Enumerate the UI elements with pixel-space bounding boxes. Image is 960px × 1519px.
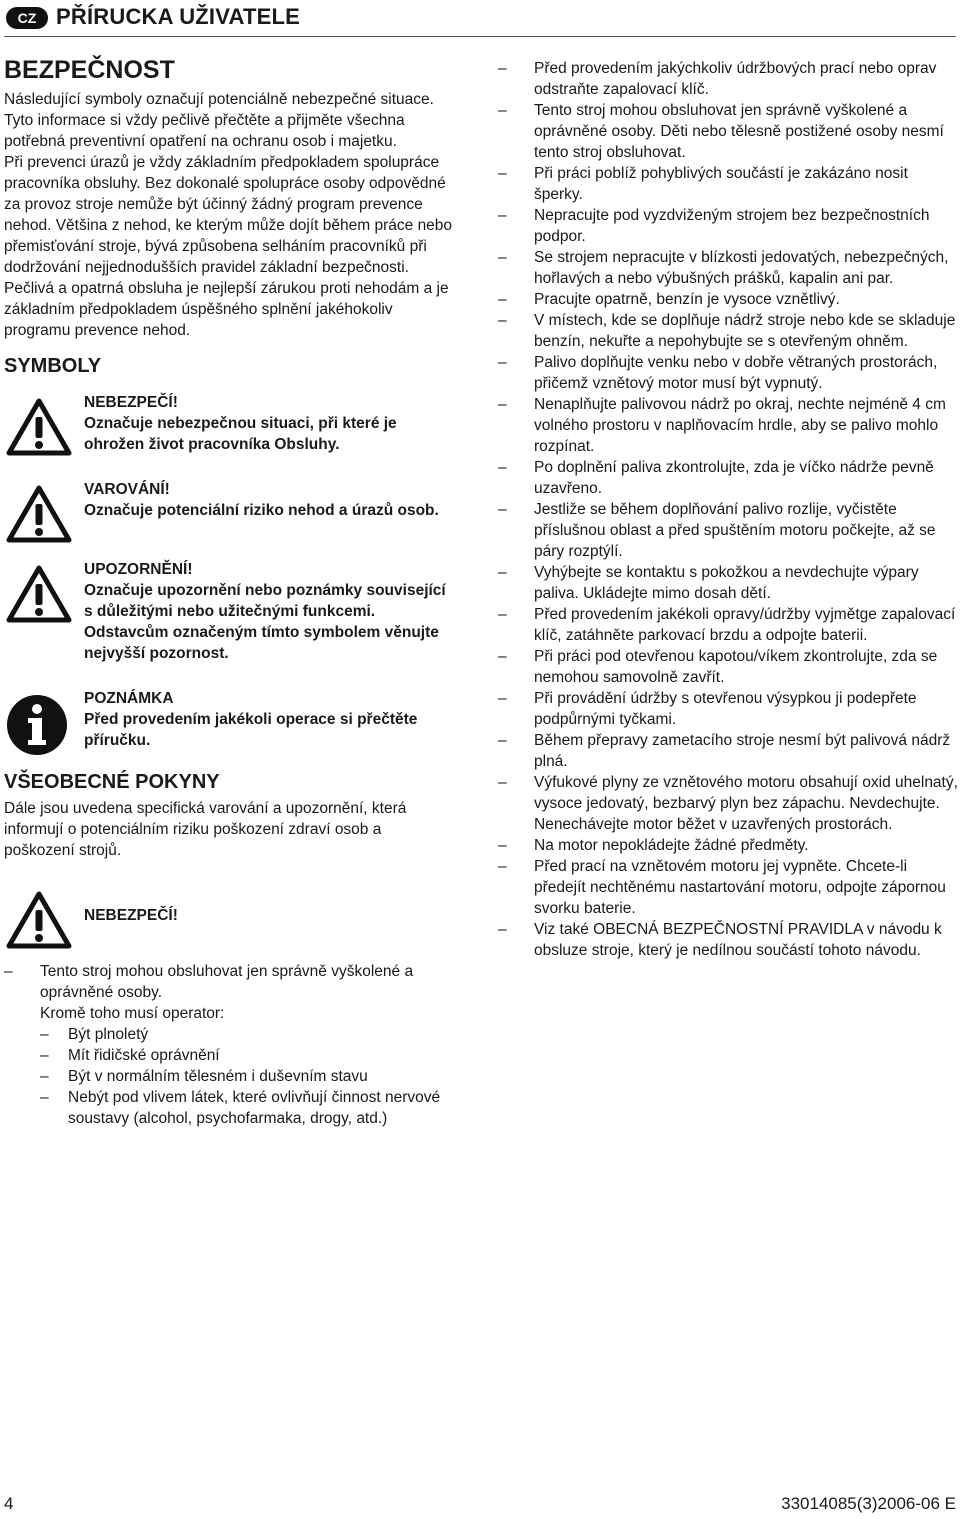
symbol-text: Před provedením jakékoli operace si přečtěte příručku.	[84, 711, 418, 749]
symbol-warning	[4, 479, 456, 535]
list-item: – Na motor nepokládejte žádné předměty.	[498, 835, 958, 856]
symbol-title: VAROVÁNÍ!	[84, 481, 170, 498]
list-item-text: Tento stroj mohou obsluhovat jen správně vyškolené a oprávněné osoby.	[40, 963, 414, 1001]
list-item: – Vyhýbejte se kontaktu s pokožkou a nevdechujte výpary paliva. Ukládejte mimo dosah dětí.	[498, 562, 958, 604]
warning-triangle-icon	[6, 398, 72, 461]
symbol-note	[4, 688, 456, 751]
danger-label: NEBEZPEČÍ!	[84, 907, 178, 924]
list-item: – Jestliže se během doplňování palivo rozlije, vyčistěte příslušnou oblast a před spuštěním motoru počkejte, až se páry rozptýlí.	[498, 499, 958, 562]
page-header	[4, 2, 956, 37]
list-item: – Viz také OBECNÁ BEZPEČNOSTNÍ PRAVIDLA v návodu k obsluze stroje, který je nedílnou součástí tohoto návodu.	[498, 919, 958, 961]
list-item-subintro: Kromě toho musí operator:	[40, 1005, 225, 1022]
list-item: – Před prací na vznětovém motoru jej vypněte. Chcete-li předejít nechtěnému nastartování motoru, odpojte zápornou svorku baterie.	[498, 856, 958, 919]
info-circle-icon	[6, 694, 68, 761]
symbol-text: Označuje potenciální riziko nehod a úrazů osob.	[84, 502, 439, 519]
document-number: 33014085(3)2006-06 E	[781, 1494, 956, 1513]
symbol-title: POZNÁMKA	[84, 690, 174, 707]
general-heading: VŠEOBECNÉ POKYNY	[4, 771, 220, 793]
general-list	[4, 961, 456, 1129]
warning-triangle-icon	[6, 485, 72, 548]
list-item	[4, 961, 456, 1129]
sub-list-item: – Mít řidičské oprávnění	[40, 1045, 456, 1066]
header-title: PŘÍRUCKA UŽIVATELE	[56, 4, 300, 29]
list-item: – Pracujte opatrně, benzín je vysoce vznětlivý.	[498, 289, 958, 310]
right-list	[498, 58, 958, 961]
language-badge: CZ	[6, 7, 48, 29]
list-item: – Při provádění údržby s otevřenou výsypkou ji podepřete podpůrnými tyčkami.	[498, 688, 958, 730]
symbol-title: UPOZORNĚNÍ!	[84, 561, 193, 578]
warning-triangle-icon	[6, 891, 72, 954]
list-item: – Před provedením jakékoli opravy/údržby vyjmětge zapalovací klíč, zatáhněte parkovací brzdu a odpojte baterii.	[498, 604, 958, 646]
page-number: 4	[4, 1494, 14, 1513]
sub-list-item: – Být v normálním tělesném i duševním stavu	[40, 1066, 456, 1087]
list-item: – Během přepravy zametacího stroje nesmí být palivová nádrž plná.	[498, 730, 958, 772]
right-column	[498, 58, 958, 961]
list-item: – Při práci pod otevřenou kapotou/víkem zkontrolujte, zda se nemohou samovolně zavřít.	[498, 646, 958, 688]
list-item: – Tento stroj mohou obsluhovat jen správně vyškolené a oprávněné osoby. Děti nebo tělesně postižené osoby nesmí tento stroj obsluhovat.	[498, 100, 958, 163]
symbol-danger	[4, 392, 456, 455]
sub-list-item: – Nebýt pod vlivem látek, které ovlivňují činnost nervové soustavy (alcohol, psychofarmaka, drogy, atd.)	[40, 1087, 456, 1129]
symbol-caution	[4, 559, 456, 664]
list-item: – Při práci poblíž pohyblivých součástí je zakázáno nosit šperky.	[498, 163, 958, 205]
general-intro: Dále jsou uvedena specifická varování a upozornění, která informují o potenciálním riziku poškození zdraví osob a poškození strojů.	[4, 800, 407, 859]
warning-triangle-icon	[6, 565, 72, 628]
safety-paragraph: Při prevenci úrazů je vždy základním předpokladem spolupráce pracovníka obsluhy. Bez dokonalé spolupráce osoby odpovědné za provoz stroje nemůže být účinný žádný program prevence nehod. Většina z nehod, ke kterým může dojít během práce nebo přemisťování stroje, bývá způsobena selháním pracovníků při dodržování nejjednodušších pravidel základní bezpečnosti. Pečlivá a opatrná obsluha je nejlepší zárukou proti nehodám a je základním předpokladem úspěšného splnění jakéhokoliv programu prevence nehod.	[4, 154, 453, 339]
symbol-text: Označuje upozornění nebo poznámky související s důležitými nebo užitečnými funkcemi. Odstavcům označeným tímto symbolem věnujte nejvyšší pozornost.	[84, 582, 446, 662]
symbol-title: NEBEZPEČÍ!	[84, 394, 178, 411]
list-item: – Nenaplňujte palivovou nádrž po okraj, nechte nejméně 4 cm volného prostoru v naplňovacím hrdle, aby se palivo mohlo rozpínat.	[498, 394, 958, 457]
sub-list-item: – Být plnoletý	[40, 1024, 456, 1045]
list-item: – Nepracujte pod vyzdviženým strojem bez bezpečnostních podpor.	[498, 205, 958, 247]
symbols-heading: SYMBOLY	[4, 355, 102, 377]
symbol-text: Označuje nebezpečnou situaci, při které je ohrožen život pracovníka Obsluhy.	[84, 415, 397, 453]
list-item: – V místech, kde se doplňuje nádrž stroje nebo kde se skladuje benzín, nekuřte a nepohybujte se s otevřeným ohněm.	[498, 310, 958, 352]
list-item: – Palivo doplňujte venku nebo v dobře větraných prostorách, přičemž vznětový motor musí být vypnutý.	[498, 352, 958, 394]
list-item: – Po doplnění paliva zkontrolujte, zda je víčko nádrže pevně uzavřeno.	[498, 457, 958, 499]
left-column	[4, 56, 456, 1129]
safety-paragraph: Následující symboly označují potenciálně nebezpečné situace. Tyto informace si vždy pečlivě přečtěte a přijměte všechna potřebná preventivní opatření na ochranu osob i majetku.	[4, 91, 434, 150]
sub-list	[40, 1024, 456, 1129]
safety-intro	[4, 89, 456, 341]
list-item: – Před provedením jakýchkoliv údržbových prací nebo oprav odstraňte zapalovací klíč.	[498, 58, 958, 100]
list-item: – Se strojem nepracujte v blízkosti jedovatých, nebezpečných, hořlavých a nebo výbušných prášků, kapalin ani par.	[498, 247, 958, 289]
list-item: – Výfukové plyny ze vznětového motoru obsahují oxid uhelnatý, vysoce jedovatý, bezbarvý plyn bez zápachu. Nevdechujte. Nenechávejte motor běžet v uzavřených prostorách.	[498, 772, 958, 835]
safety-heading: BEZPEČNOST	[4, 56, 175, 84]
general-danger	[4, 885, 456, 947]
